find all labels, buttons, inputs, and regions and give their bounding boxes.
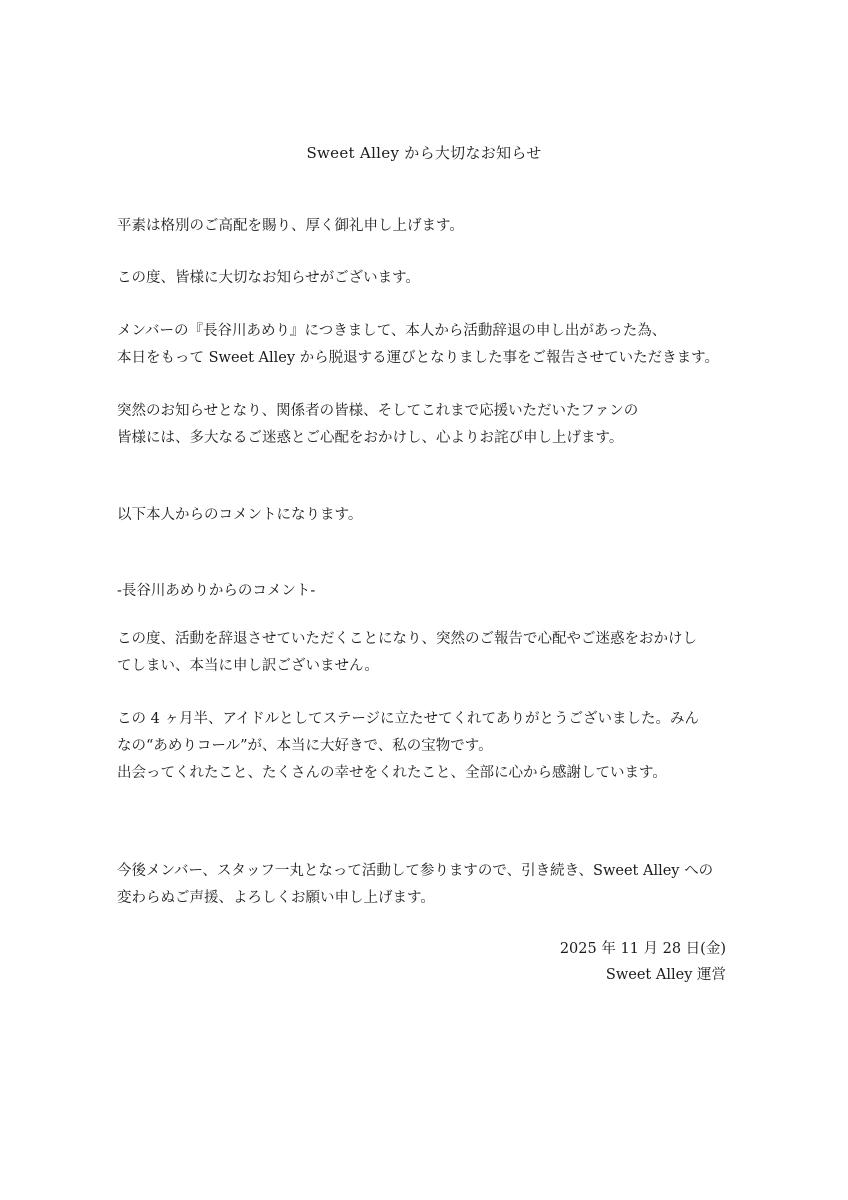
paragraph-apology [117,398,737,452]
paragraph-line: 平素は格別のご高配を賜り、厚く御礼申し上げます。 [117,218,464,234]
comment-heading [117,578,737,605]
paragraph-line: -長谷川あめりからのコメント- [117,583,316,599]
paragraph-line: 本日をもって Sweet Alley から脱退する運びとなりました事をご報告させていただきます。 [117,350,720,366]
paragraph-withdrawal-notice [117,318,737,372]
paragraph-line: メンバーの『長谷川あめり』につきまして、本人から活動辞退の申し出があった為、 [117,323,667,339]
paragraph-line: 突然のお知らせとなり、関係者の皆様、そしてこれまで応援いただいたファンの [117,403,639,419]
document-signature: Sweet Alley 運営 [605,967,726,983]
paragraph-line: てしまい、本当に申し訳ございません。 [117,658,379,674]
document-title: Sweet Alley から大切なお知らせ [306,144,542,162]
paragraph-greeting [117,213,737,240]
paragraph-line: 今後メンバー、スタッフ一丸となって活動して参りますので、引き続き、Sweet Alley への [117,863,714,879]
paragraph-line: 以下本人からのコメントになります。 [117,507,363,523]
paragraph-line: 変わらぬご声援、よろしくお願い申し上げます。 [117,890,435,906]
paragraph-line: なの“あめりコール”が、本当に大好きで、私の宝物です。 [117,738,493,754]
paragraph-line: この度、活動を辞退させていただくことになり、突然のご報告で心配やご迷惑をおかけし [117,631,697,647]
paragraph-closing [117,858,737,912]
document-date: 2025 年 11 月 28 日(金) [559,941,726,957]
paragraph-line: この 4 ヶ月半、アイドルとしてステージに立たせてくれてありがとうございました。みん [117,711,700,727]
paragraph-line: 出会ってくれたこと、たくさんの幸せをくれたこと、全部に心から感謝しています。 [117,765,667,781]
paragraph-announcement-intro [117,265,737,292]
comment-paragraph-apology [117,626,737,680]
paragraph-line: この度、皆様に大切なお知らせがございます。 [117,270,420,286]
paragraph-comment-intro [117,502,737,529]
paragraph-line: 皆様には、多大なるご迷惑とご心配をおかけし、心よりお詫び申し上げます。 [117,430,624,446]
comment-paragraph-thanks [117,706,737,787]
